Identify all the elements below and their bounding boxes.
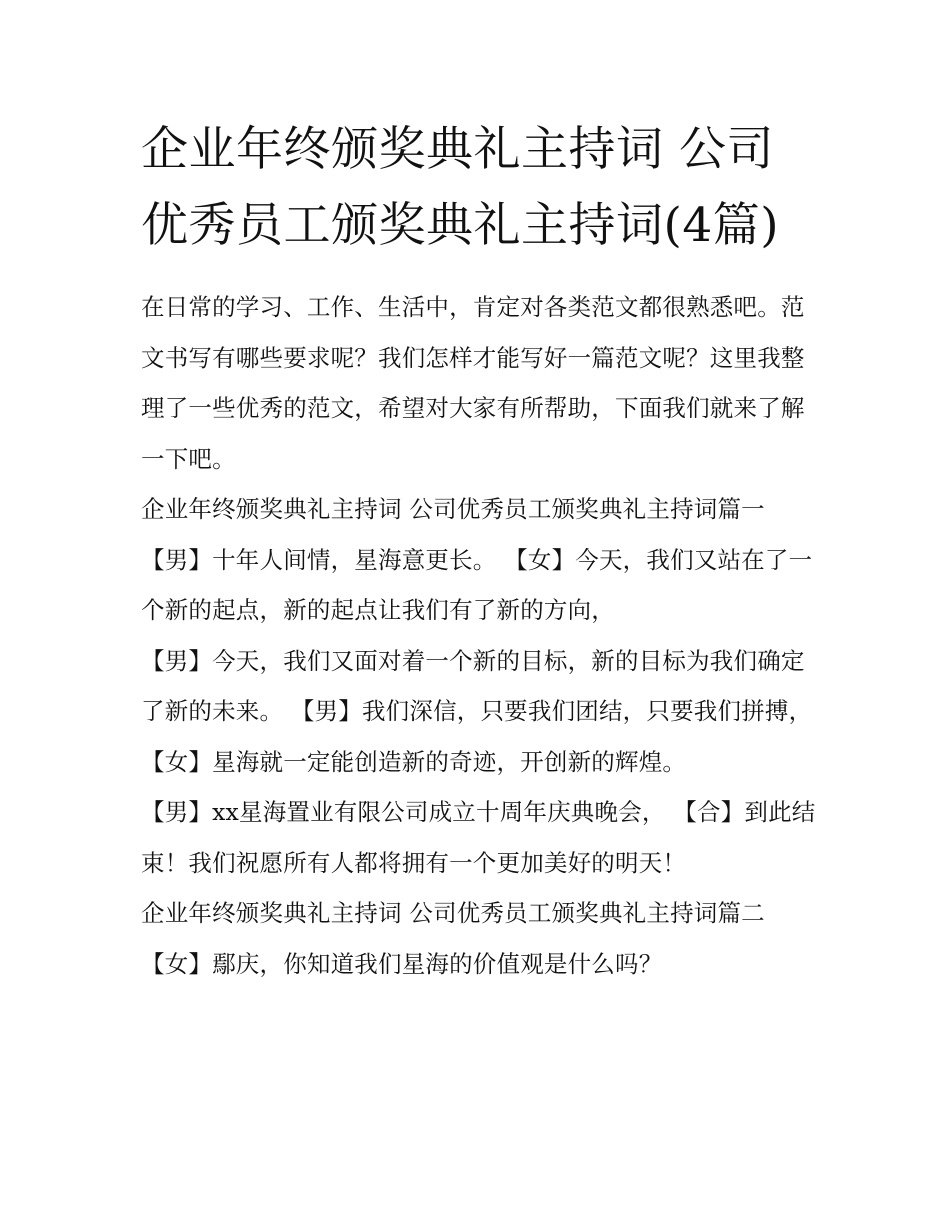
intro-paragraph: 在日常的学习、工作、生活中，肯定对各类范文都很熟悉吧。范文书写有哪些要求呢？我们怎样才能写好一篇范文呢？这里我整理了一些优秀的范文，希望对大家有所帮助，下面我们就来了解一下吧。 [141,293,805,473]
section-heading-2: 企业年终颁奖典礼主持词 公司优秀员工颁奖典礼主持词篇二 [141,899,765,927]
document-body [141,112,821,989]
dialogue-paragraph: 【男】十年人间情，星海意更长。 【女】今天，我们又站在了一个新的起点，新的起点让我们有了新的方向， [141,545,813,624]
section-heading-1: 企业年终颁奖典礼主持词 公司优秀员工颁奖典礼主持词篇一 [141,495,765,523]
document-title: 企业年终颁奖典礼主持词 公司优秀员工颁奖典礼主持词(4篇) [141,122,780,253]
dialogue-paragraph: 【男】今天，我们又面对着一个新的目标，新的目标为我们确定了新的未来。 【男】我们深信，只要我们团结，只要我们拼搏， [141,646,813,725]
dialogue-paragraph: 【男】xx星海置业有限公司成立十周年庆典晚会， 【合】到此结束！我们祝愿所有人都将拥有一个更加美好的明天！ [141,798,816,877]
dialogue-paragraph: 【女】星海就一定能创造新的奇迹，开创新的辉煌。 [141,747,687,776]
dialogue-paragraph: 【女】鄢庆，你知道我们星海的价值观是什么吗？ [141,949,663,978]
